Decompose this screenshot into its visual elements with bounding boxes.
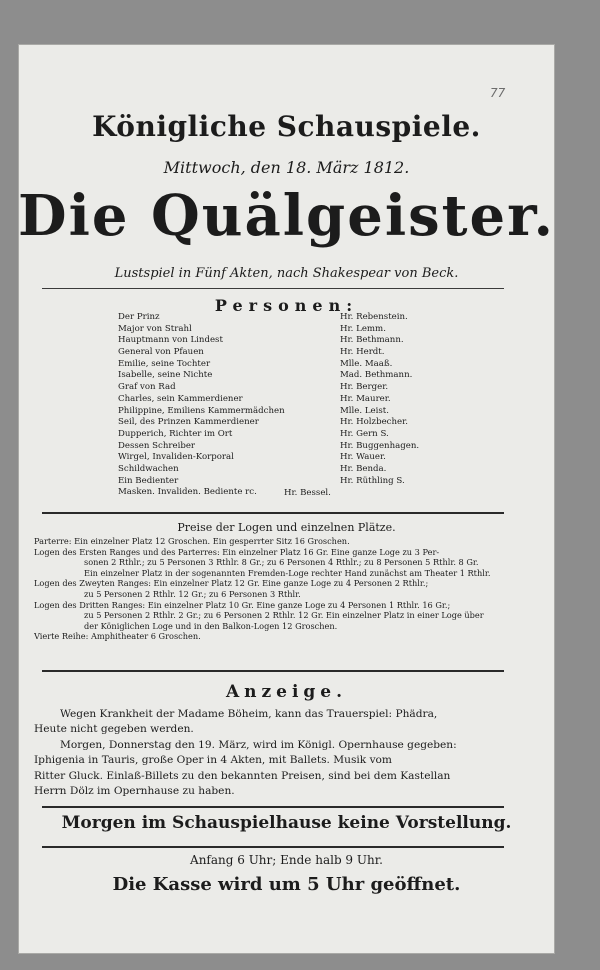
price-line: Logen des Dritten Ranges: Ein einzelner Platz 10 Gr. Eine ganze Loge zu 4 Personen 1 Rthlr. 16 Gr.; <box>34 599 451 610</box>
cast-heading: Personen: <box>214 296 359 315</box>
notice-line: Heute nicht gegeben werden. <box>34 723 194 736</box>
price-line: zu 5 Personen 2 Rthlr. 2 Gr.; zu 6 Personen 2 Rthlr. 12 Gr. Ein einzelner Platz in einer Loge über <box>84 610 484 621</box>
price-line: Logen des Zweyten Ranges: Ein einzelner Platz 12 Gr. Eine ganze Loge zu 4 Personen 2 Rthlr.; <box>34 578 429 589</box>
cast-role: Masken. Invaliden. Bediente rc. <box>118 487 257 498</box>
prices-list <box>34 536 504 642</box>
box-office-opening: Die Kasse wird um 5 Uhr geöffnet. <box>112 874 461 895</box>
start-end-times: Anfang 6 Uhr; Ende halb 9 Uhr. <box>190 853 383 867</box>
cast-role: Ein Bedienter <box>118 475 179 486</box>
cast-actors-list <box>340 312 500 487</box>
price-line: Logen des Ersten Ranges und des Parterres: Ein einzelner Platz 16 Gr. Eine ganze Loge zu 3 Per- <box>34 546 440 557</box>
cast-actor: Hr. Gern S. <box>340 428 389 439</box>
archive-number-note: 77 <box>490 86 506 100</box>
cast-role: Hauptmann von Lindest <box>118 335 223 346</box>
notice-line: Wegen Krankheit der Madame Böheim, kann das Trauerspiel: Phädra, <box>60 708 438 720</box>
divider <box>42 846 504 848</box>
cast-actor: Hr. Benda. <box>340 463 387 474</box>
cast-actor: Hr. Lemm. <box>340 323 386 334</box>
cast-role: Philippine, Emiliens Kammermädchen <box>118 405 285 416</box>
cast-role: General von Pfauen <box>118 347 204 358</box>
cast-actor: Hr. Rebenstein. <box>340 312 408 322</box>
cast-role: Graf von Rad <box>118 382 176 393</box>
cast-role: Charles, sein Kammerdiener <box>118 393 243 404</box>
cast-role: Der Prinz <box>118 312 160 322</box>
cast-actor: Mlle. Leist. <box>340 405 389 416</box>
cast-role: Seil, des Prinzen Kammerdiener <box>118 417 259 428</box>
cast-actor: Mlle. Maaß. <box>340 358 393 369</box>
cast-actor: Hr. Berger. <box>340 382 389 393</box>
price-line: zu 5 Personen 2 Rthlr. 12 Gr.; zu 6 Personen 3 Rthlr. <box>84 588 301 599</box>
cast-role: Schildwachen <box>118 463 179 474</box>
cast-actor: Hr. Bethmann. <box>340 335 404 346</box>
cast-role: Isabelle, seine Nichte <box>118 370 213 381</box>
divider <box>42 512 504 514</box>
play-title: Die Quälgeister. <box>18 183 555 249</box>
cast-actor: Hr. Holzbecher. <box>340 417 408 428</box>
cast-actor: Hr. Maurer. <box>340 393 391 404</box>
no-performance-notice: Morgen im Schauspielhause keine Vorstellung. <box>61 813 512 833</box>
cast-role: Emilie, seine Tochter <box>118 358 211 369</box>
notice-line: Herrn Dölz im Opernhause zu haben. <box>34 785 235 798</box>
cast-actor: Hr. Buggenhagen. <box>340 440 420 451</box>
cast-actor: Hr. Herdt. <box>340 347 385 358</box>
cast-role: Wirgel, Invaliden-Korporal <box>118 452 234 463</box>
notice-heading: Anzeige. <box>225 682 348 702</box>
divider <box>42 288 504 289</box>
divider <box>42 670 504 672</box>
cast-actor: Mad. Bethmann. <box>340 370 413 381</box>
price-line: Ein einzelner Platz in der sogenannten Fremden-Loge rechter Hand zunächst am Theater 1 Rthlr. <box>84 567 491 578</box>
notice-line: Morgen, Donnerstag den 19. März, wird im Königl. Opernhause gegeben: <box>60 738 457 751</box>
cast-role: Dessen Schreiber <box>118 440 196 451</box>
notice-line: Iphigenia in Tauris, große Oper in 4 Akten, mit Ballets. Musik vom <box>34 754 392 767</box>
prices-heading: Preise der Logen und einzelnen Plätze. <box>177 521 396 534</box>
theatre-name: Königliche Schauspiele. <box>92 110 481 143</box>
cast-role: Major von Strahl <box>118 323 192 334</box>
cast-role: Dupperich, Richter im Ort <box>118 428 233 439</box>
notice-body <box>34 707 510 799</box>
performance-date: Mittwoch, den 18. März 1812. <box>163 158 410 177</box>
price-line: sonen 2 Rthlr.; zu 5 Personen 3 Rthlr. 8 Gr.; zu 6 Personen 4 Rthlr.; zu 8 Personen 5 Rthlr. 8 Gr. <box>84 557 479 568</box>
cast-actor-inline: Hr. Bessel. <box>284 488 331 498</box>
price-line: der Königlichen Loge und in den Balkon-Logen 12 Groschen. <box>84 620 338 631</box>
notice-line: Ritter Gluck. Einlaß-Billets zu den bekannten Preisen, sind bei dem Kastellan <box>34 769 451 782</box>
play-subtitle: Lustspiel in Fünf Akten, nach Shakespear von Beck. <box>114 266 459 281</box>
divider <box>42 806 504 808</box>
price-line: Parterre: Ein einzelner Platz 12 Groschen. Ein gesperrter Sitz 16 Groschen. <box>34 536 350 546</box>
cast-actor: Hr. Rüthling S. <box>340 475 405 486</box>
price-line: Vierte Reihe: Amphitheater 6 Groschen. <box>34 631 201 642</box>
cast-actor: Hr. Wauer. <box>340 452 386 463</box>
